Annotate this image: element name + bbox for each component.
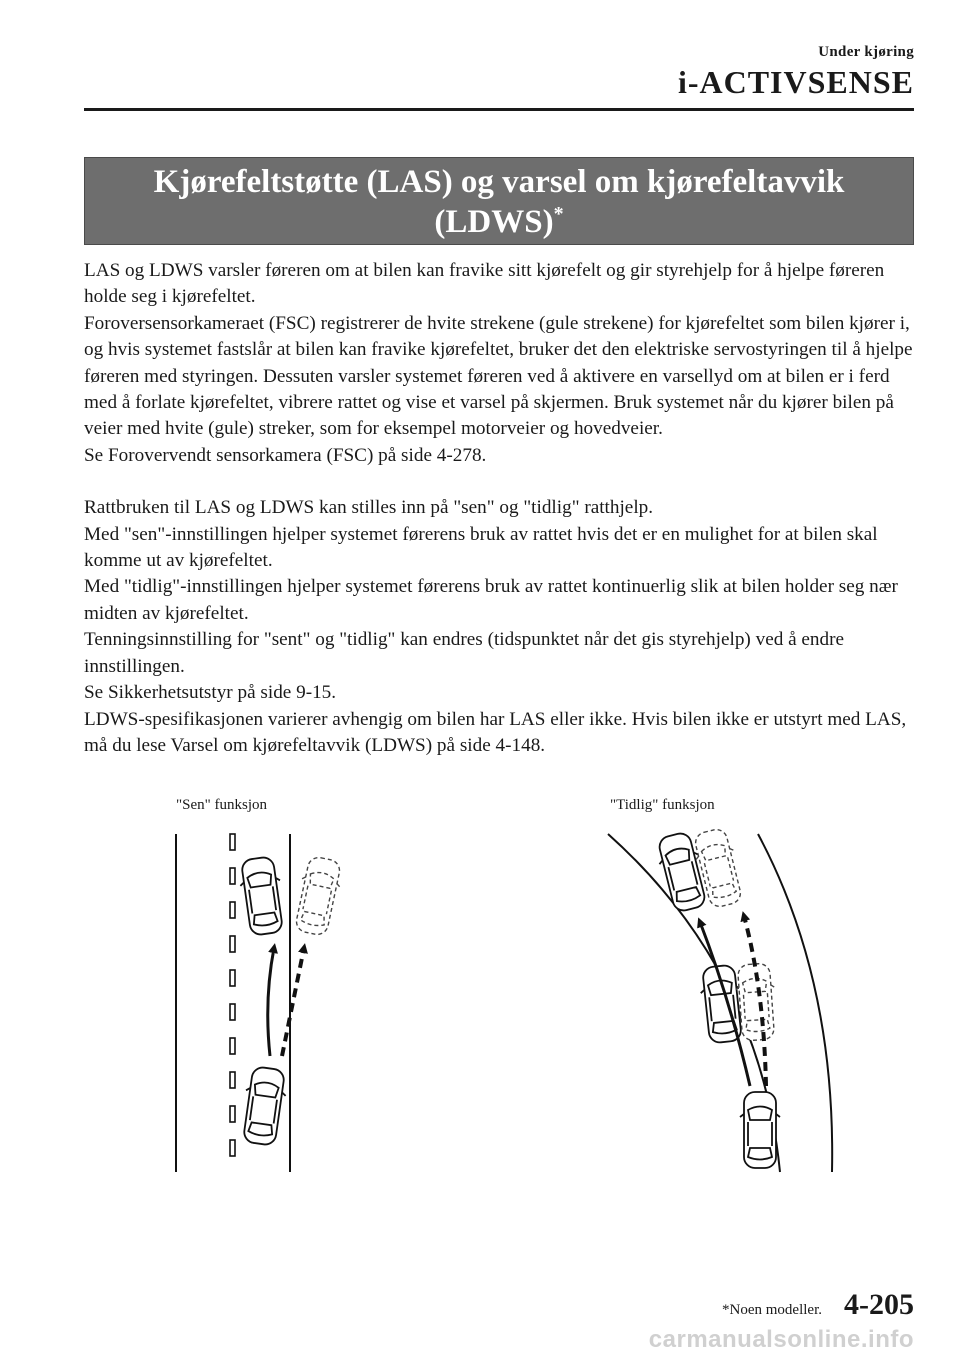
caption-late-function: "Sen" funksjon — [176, 797, 267, 813]
body-text — [84, 258, 918, 759]
section-label: Under kjøring — [818, 44, 914, 60]
chapter-title: i-ACTIVSENSE — [677, 64, 914, 100]
early-scene — [608, 826, 832, 1172]
car-early-start — [740, 1092, 780, 1168]
section-title-abbr: (LDWS) — [434, 204, 554, 240]
paragraph-ref-fsc: Se Forovervendt sensorkamera (FSC) på side 4-278. — [84, 444, 487, 466]
model-marker: * — [553, 203, 564, 225]
paragraph-timing: Tenningsinnstilling for "sent" og "tidlig" kan endres (tidspunktet når det gis styrehjelp) ved å endre innstillingen. — [84, 629, 845, 677]
drift-path-arrow — [282, 948, 304, 1056]
section-title-line1: Kjørefeltstøtte (LAS) og varsel om kjørefeltavvik — [153, 164, 845, 200]
section-title-box — [84, 157, 914, 245]
lane-assist-illustration — [160, 820, 840, 1180]
car-start — [239, 1066, 289, 1147]
lane-dashes-left — [230, 834, 235, 1156]
footnote-models: *Noen modeller. — [722, 1302, 822, 1318]
assisted-path-arrow — [268, 948, 274, 1056]
car-drifting — [291, 855, 346, 938]
late-scene — [176, 834, 345, 1172]
watermark: carmanualsonline.info — [648, 1326, 914, 1353]
page-number: 4-205 — [844, 1288, 914, 1321]
header-divider — [84, 108, 914, 111]
paragraph-ldws: LDWS-spesifikasjonen varierer avhengig om bilen har LAS eller ikke. Hvis bilen ikke er utstyrt med LAS, må du lese Varsel om kjørefeltavvik (LDWS) på side 4-148. — [84, 708, 907, 756]
paragraph-late: Med "sen"-innstillingen hjelper systemet førerens bruk av rattet hvis det er en mulighet for at bilen skal komme ut av kjørefeltet. — [84, 523, 878, 572]
car-assisted — [237, 856, 287, 937]
paragraph-steering: Rattbruken til LAS og LDWS kan stilles inn på "sen" og "tidlig" ratthjelp. — [84, 497, 654, 519]
paragraph-ref-safety: Se Sikkerhetsutstyr på side 9-15. — [84, 682, 337, 704]
section-title-line2 — [85, 202, 913, 242]
paragraph-fsc: Foroversensorkameraet (FSC) registrerer de hvite strekene (gule strekene) for kjørefeltet som bilen kjører i, og hvis systemet fastslår at bilen kan fravike kjørefeltet, bruker det den elektriske servostyringen til å hjelpe føreren med styringen. Dessuten varsler systemet føreren ved å aktivere en varsellyd om at bilen er i ferd med å forlate kjørefeltet, vibrere rattet og vise et varsel på skjermen. Bruk systemet når du kjører bilen på veier med hvite (gule) streker, som for eksempel motorveier og hovedveier. — [84, 312, 913, 440]
paragraph-early: Med "tidlig"-innstillingen hjelper systemet førerens bruk av rattet kontinuerlig slik at bilen holder seg nær midten av kjørefeltet. — [84, 576, 898, 624]
paragraph-intro: LAS og LDWS varsler føreren om at bilen kan fravike sitt kjørefelt og gir styrehjelp for å hjelpe føreren holde seg i kjørefeltet. — [84, 260, 885, 308]
caption-early-function: "Tidlig" funksjon — [610, 797, 715, 813]
